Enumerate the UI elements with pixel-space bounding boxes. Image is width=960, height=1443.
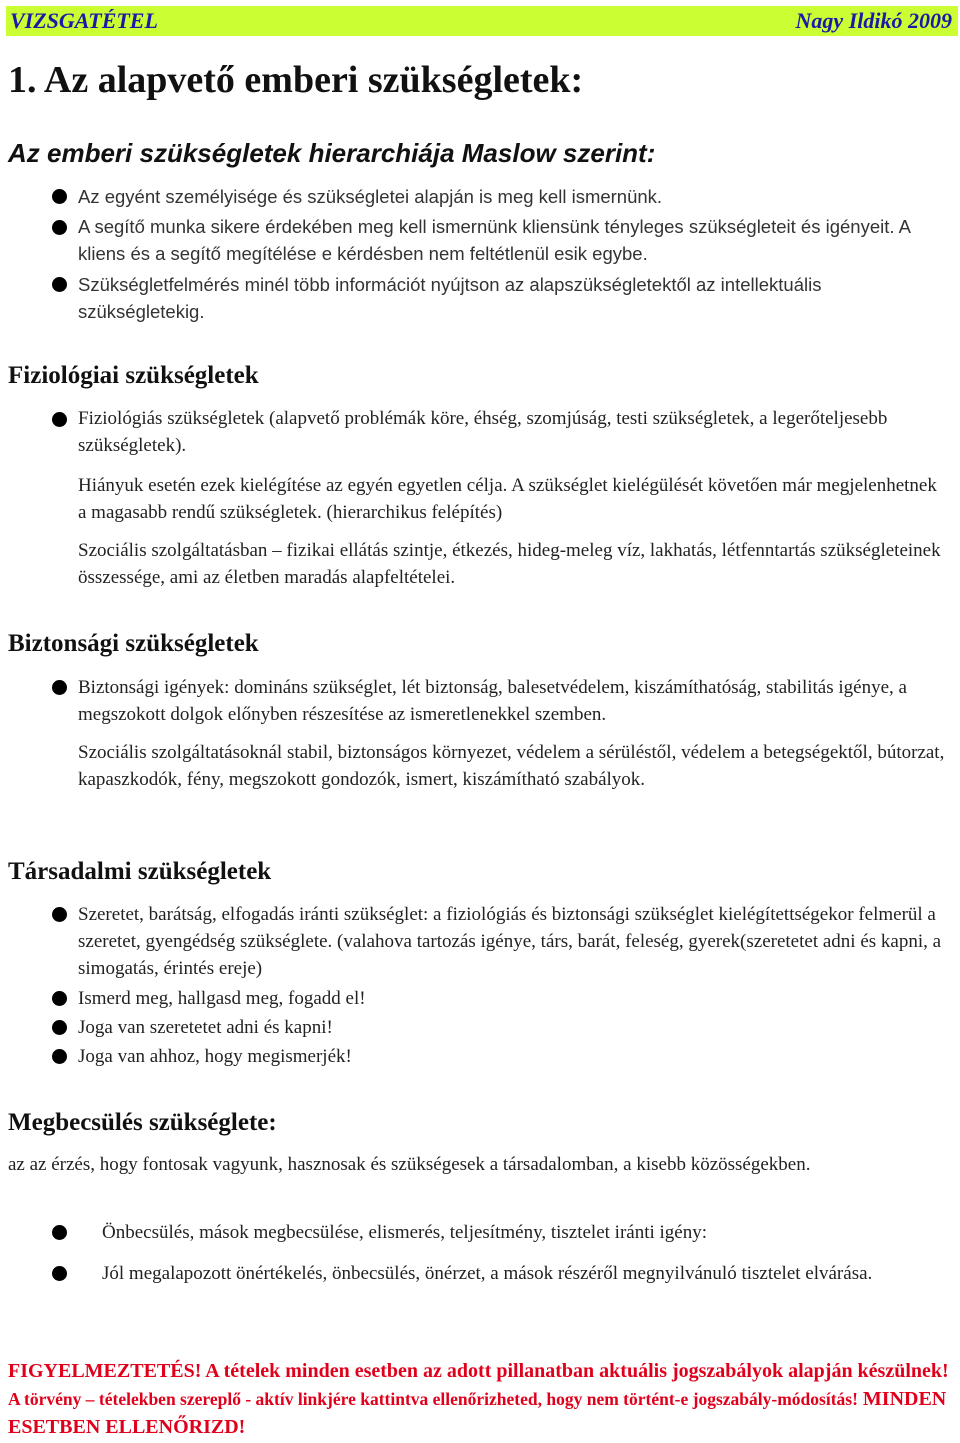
bullet-icon <box>52 1225 67 1240</box>
bullet-icon <box>52 1266 67 1281</box>
header-author-text: Nagy Ildikó 2009 <box>795 8 952 33</box>
biztonsagi-bullet: Biztonsági igények: domináns szükséglet, lét biztonság, balesetvédelem, kiszámíthatóság, stabilitás igénye, a megszokott dolgok előnyben részesítése az ismeretlenekkel szemben. <box>78 677 907 725</box>
bullet-icon <box>52 907 67 922</box>
bullet-icon <box>52 1020 67 1035</box>
tarsadalmi-item-3: Joga van szeretetet adni és kapni! <box>78 1017 333 1038</box>
warning-part-1: FIGYELMEZTETÉS! A tételek minden esetben az adott pillanatban aktuális jogszabályok alapján készülnek! <box>8 1360 949 1382</box>
fiziologiai-paragraph-1: Hiányuk esetén ezek kielégítése az egyén egyetlen célja. A szükséglet kielégülését követően már megjelenhetnek a magasabb rendű szükségletek. (hierarchikus felépítés) <box>78 475 937 523</box>
tarsadalmi-item-4: Joga van ahhoz, hogy megismerjék! <box>78 1046 352 1067</box>
bullet-icon <box>52 680 67 695</box>
fiziologiai-bullet: Fiziológiás szükségletek (alapvető problémák köre, éhség, szomjúság, testi szükségletek, a legerőteljesebb szükségletek). <box>78 408 888 456</box>
intro-item-2: A segítő munka sikere érdekében meg kell ismernünk kliensünk tényleges szükségleteit és igényeit. A kliens és a segítő megítélése e kérdésben nem feltétlenül esik egybe. <box>78 216 910 264</box>
bullet-icon <box>52 1049 67 1064</box>
tarsadalmi-item-1: Szeretet, barátság, elfogadás iránti szükséglet: a fiziológiás és biztonsági szükséglet kielégítettségekor felmerül a szeretet, gyengédség szükséglete. (valahova tartozás igénye, társ, barát, feleség, gyerek(szeretetet adni és kapni, a simogatás, érintés ereje) <box>78 904 942 979</box>
bullet-icon <box>52 189 67 204</box>
section-heading-fiziologiai: Fiziológiai szükségletek <box>8 362 259 389</box>
bullet-icon <box>52 412 67 427</box>
bullet-icon <box>52 277 67 292</box>
biztonsagi-paragraph: Szociális szolgáltatásoknál stabil, biztonságos környezet, védelem a sérüléstől, védelem a betegségektől, bútorzat, kapaszkodók, fény, megszokott gondozók, ismert, kiszámítható szabályok. <box>78 742 945 790</box>
header-bar <box>6 6 958 36</box>
bullet-icon <box>52 991 67 1006</box>
warning-notice <box>8 1357 953 1441</box>
section-heading-biztonsagi: Biztonsági szükségletek <box>8 630 259 657</box>
section-heading-tarsadalmi: Társadalmi szükségletek <box>8 858 272 885</box>
page-title: 1. Az alapvető emberi szükségletek: <box>8 59 584 101</box>
warning-part-2: A törvény – tételekben szereplő - aktív linkjére kattintva ellenőrizheted, hogy nem történt-e jogszabály-módosítás! <box>8 1389 858 1409</box>
header-left-text: VIZSGATÉTEL <box>10 8 158 33</box>
megbecsules-item-1: Önbecsülés, mások megbecsülése, elismerés, teljesítmény, tisztelet iránti igény: <box>102 1222 708 1243</box>
megbecsules-item-2: Jól megalapozott önértékelés, önbecsülés, önérzet, a mások részéről megnyilvánuló tisztelet elvárása. <box>102 1263 873 1284</box>
intro-item-1: Az egyént személyisége és szükségletei alapján is meg kell ismernünk. <box>78 186 663 207</box>
page-subtitle: Az emberi szükségletek hierarchiája Maslow szerint: <box>8 138 656 168</box>
bullet-icon <box>52 220 67 235</box>
megbecsules-intro: az az érzés, hogy fontosak vagyunk, hasznosak és szükségesek a társadalomban, a kisebb közösségekben. <box>8 1154 811 1175</box>
tarsadalmi-item-2: Ismerd meg, hallgasd meg, fogadd el! <box>78 988 366 1009</box>
warning-part-3: MINDEN ESETBEN ELLENŐRIZD! <box>8 1388 947 1438</box>
section-heading-megbecsules: Megbecsülés szükséglete: <box>8 1109 277 1136</box>
fiziologiai-paragraph-2: Szociális szolgáltatásban – fizikai ellátás szintje, étkezés, hideg-meleg víz, lakhatás, létfenntartás szükségleteinek összessége, ami az életben maradás alapfeltételei. <box>78 540 941 588</box>
intro-item-3: Szükségletfelmérés minél több információt nyújtson az alapszükségletektől az intellektuális szükségletekig. <box>78 274 822 322</box>
